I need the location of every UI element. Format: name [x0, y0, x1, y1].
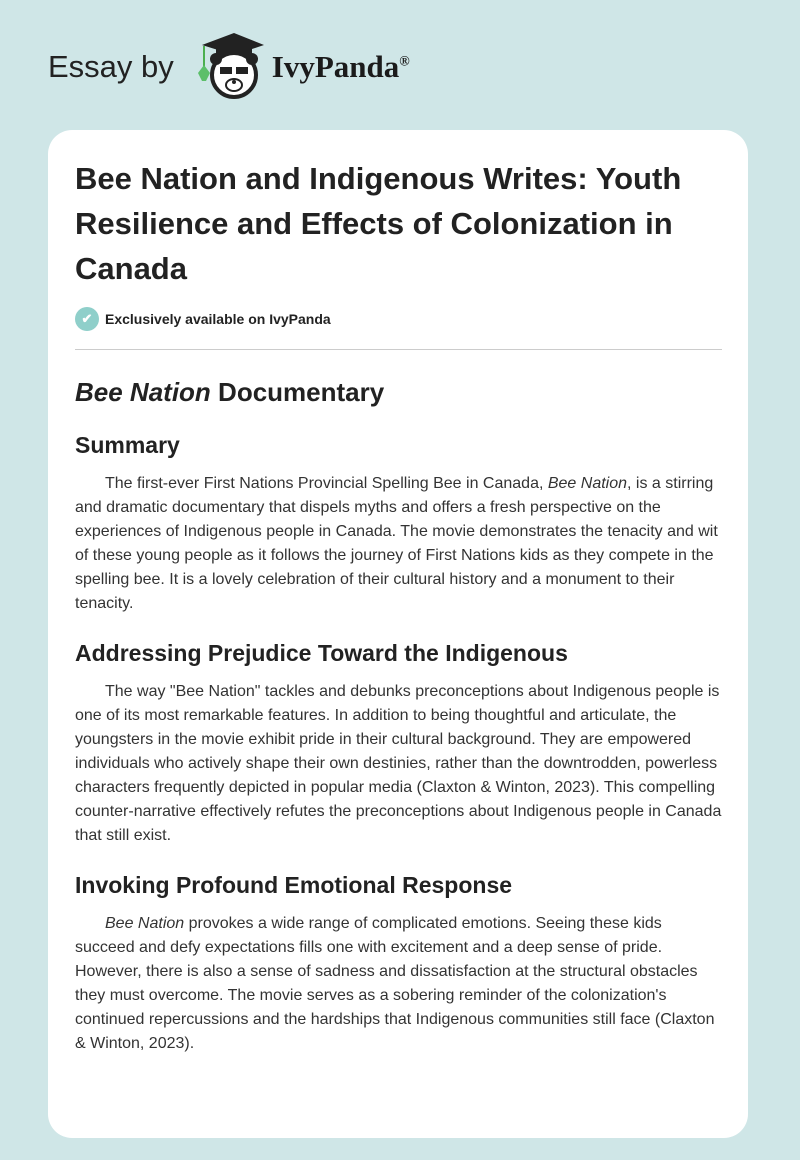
brand-text: IvyPanda: [271, 49, 400, 84]
section-heading-rest: Documentary: [210, 377, 385, 407]
check-icon: ✔: [75, 307, 99, 331]
text: provokes a wide range of complicated emotions. Seeing these kids succeed and defy expectations fills one with excitement and a deep sense of pride. However, there is also a sense of sadness and dissatisfaction at the structural obstacles they must overcome. The movie serves as a sobering reminder of the colonization's continued repercussions and the hardships that Indigenous communities still face (Claxton & Winton, 2023).: [75, 915, 715, 1052]
exclusive-badge: [75, 307, 722, 331]
essay-by-label: Essay by: [48, 49, 174, 84]
text: The first-ever First Nations Provincial Spelling Bee in Canada,: [105, 475, 548, 492]
divider: [75, 349, 722, 350]
subsection-heading-prejudice: Addressing Prejudice Toward the Indigenous: [75, 640, 568, 666]
prejudice-paragraph: The way "Bee Nation" tackles and debunks preconceptions about Indigenous people is one of its most remarkable features. In addition to being thoughtful and articulate, the youngsters in the movie exhibit pride in their cultural background. They are empowered individuals who actively shape their own destinies, rather than the downtrodden, powerless characters frequently depicted in popular media (Claxton & Winton, 2023). This compelling counter-narrative effectively refutes the preconceptions about Indigenous people in Canada that still exist.: [75, 683, 722, 844]
section-heading-italic: Bee Nation: [75, 377, 211, 407]
registered-mark: ®: [399, 54, 410, 70]
subsection-heading-emotional: Invoking Profound Emotional Response: [75, 872, 513, 898]
essay-card: [48, 130, 748, 1138]
brand-name[interactable]: [272, 49, 410, 85]
panda-logo-icon[interactable]: [192, 29, 264, 106]
badge-text: Exclusively available on IvyPanda: [105, 311, 331, 327]
summary-paragraph: [75, 472, 722, 616]
site-header: [48, 32, 410, 102]
section-heading: [75, 376, 722, 408]
italic-text: Bee Nation: [547, 475, 628, 492]
emotional-paragraph: [75, 912, 722, 1056]
subsection-heading-summary: Summary: [75, 432, 180, 458]
text: , is a stirring and dramatic documentary that dispels myths and offers a fresh perspective on the experiences of Indigenous people in Canada. The movie demonstrates the tenacity and wit of these young people as it follows the journey of First Nations kids as they compete in the spelling bee. It is a lovely celebration of their cultural history and a monument to their tenacity.: [75, 475, 718, 612]
essay-title: Bee Nation and Indigenous Writes: Youth Resilience and Effects of Colonization in Canada: [75, 161, 682, 286]
italic-text: Bee Nation: [105, 915, 185, 932]
